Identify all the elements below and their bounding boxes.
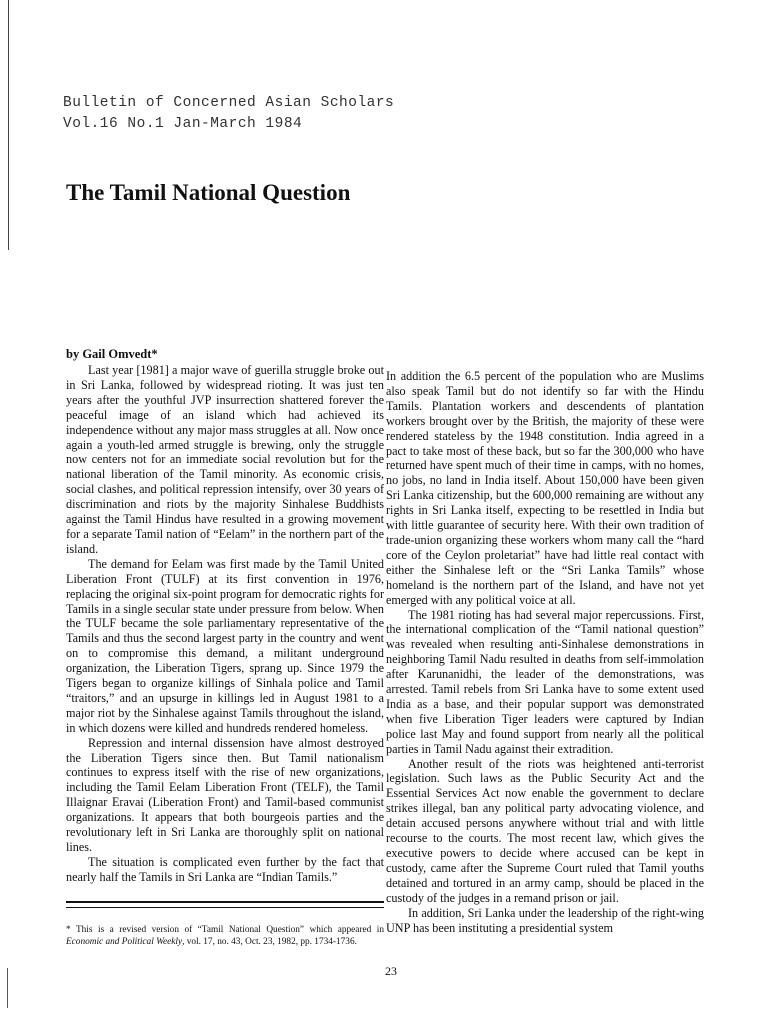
article-title: The Tamil National Question (66, 180, 351, 205)
footnote-text-after: , vol. 17, no. 43, Oct. 23, 1982, pp. 1734-1736. (182, 936, 357, 947)
paragraph: Repression and internal dissension have almost destroyed the Liberation Tigers since then. But Tamil nationalism continues to express itself with the rise of new organizations, including the Tamil Eelam Liberation Front (TELF), the Tamil Illaignar Eravai (Liberation Front) and Tamil-based communist organizations. It appears that both bourgeois parties and the revolutionary left in Sri Lanka are thoroughly split on national lines. (66, 735, 384, 854)
paragraph: In addition, Sri Lanka under the leadership of the right-wing UNP has been instituting a presidential system (386, 905, 704, 935)
author-byline: by Gail Omvedt* (66, 347, 158, 361)
paragraph: The situation is complicated even further by the fact that nearly half the Tamils in Sri Lanka are “Indian Tamils.” (66, 854, 384, 884)
paragraph: The demand for Eelam was first made by the Tamil United Liberation Front (TULF) at its first convention in 1976, replacing the original six-point program for democratic rights for Tamils in a single secular state under pressure from below. When the TULF became the sole parliamentary representative of the Tamils and thus the second largest party in the country and went on to compromise this demand, a militant underground organization, the Liberation Tigers, sprang up. Since 1979 the Tigers began to organize killings of Sinhala police and Tamil “traitors,” and an upsurge in killings led in August 1981 to a major riot by the Sinhalese against Tamils throughout the island, in which dozens were killed and hundreds rendered homeless. (66, 556, 384, 735)
journal-name: Bulletin of Concerned Asian Scholars (63, 95, 395, 111)
footnote-marker: * (66, 925, 76, 935)
binding-edge-line (8, 0, 9, 250)
page-number: 23 (385, 964, 397, 978)
footnote-divider-thin (66, 907, 384, 908)
right-column (386, 369, 704, 935)
paragraph: Another result of the riots was heightened anti-terrorist legislation. Such laws as the Public Security Act and the Essential Services Act now enable the government to declare strikes illegal, ban any political party advocating violence, and detain accused persons anywhere without trial and with little recourse to the courts. The most recent law, which gives the executive powers to decide where accused can be kept in custody, came after the Supreme Court ruled that Tamil youths detained and tortured in an army camp, should be placed in the custody of the judges in a remand prison or jail. (386, 756, 704, 905)
footnote (66, 925, 384, 948)
paragraph: The 1981 rioting has had several major repercussions. First, the international complication of the “Tamil national question” was revealed when resulting anti-Sinhalese demonstrations in neighboring Tamil Nadu resulted in deaths from self-immolation after Karunanidhi, the leader of the demonstrations, was arrested. Tamil rebels from Sri Lanka have to some extent used India as a base, and their popular support was demonstrated when five Liberation Tiger leaders were captured by Indian police last May and found support from nearly all the political parties in Tamil Nadu against their extradition. (386, 607, 704, 756)
journal-issue: Vol.16 No.1 Jan-March 1984 (63, 116, 303, 132)
footnote-divider-thick (66, 901, 384, 903)
paragraph-continued: In addition the 6.5 percent of the population who are Muslims also speak Tamil but do not identify so far with the Hindu Tamils. Plantation workers and descendents of plantation workers brought over by the British, the majority of these were rendered stateless by the 1948 constitution. India agreed in a pact to take most of these back, but so far the 300,000 who have returned have spent much of their time in camps, with no homes, no jobs, no land in India itself. About 150,000 have been given Sri Lanka citizenship, but the 600,000 remaining are without any rights in Sri Lanka itself, expecting to be resettled in India but with little guarantee of security here. With their own tradition of trade-union organizing these workers whom many call the “hard core of the Ceylon proletariat” have had little real contact with either the Sinhalese left or the “Sri Lanka Tamils” whose homeland is the northern part of the Island, and have not yet emerged with any political voice at all. (386, 369, 704, 607)
paragraph: Last year [1981] a major wave of guerilla struggle broke out in Sri Lanka, followed by widespread rioting. It was just ten years after the youthful JVP insurrection shattered forever the peaceful image of an island which had achieved its independence without any major mass struggles at all. Now once again a youth-led armed struggle is brewing, only the struggle now centers not for an immediate social revolution but for the national liberation of the Tamil minority. As economic crisis, social clashes, and political repression intensify, over 30 years of discrimination and riots by the majority Sinhalese Buddhists against the Tamil Hindus have resulted in a growing movement for a separate Tamil nation of “Eelam” in the northern part of the island. (66, 363, 384, 556)
footnote-text-before: This is a revised version of “Tamil National Question” which appeared in (75, 925, 384, 935)
left-column (66, 363, 384, 885)
journal-header (63, 93, 394, 135)
binding-edge-mark (7, 968, 8, 1008)
footnote-source: Economic and Political Weekly (66, 936, 183, 947)
